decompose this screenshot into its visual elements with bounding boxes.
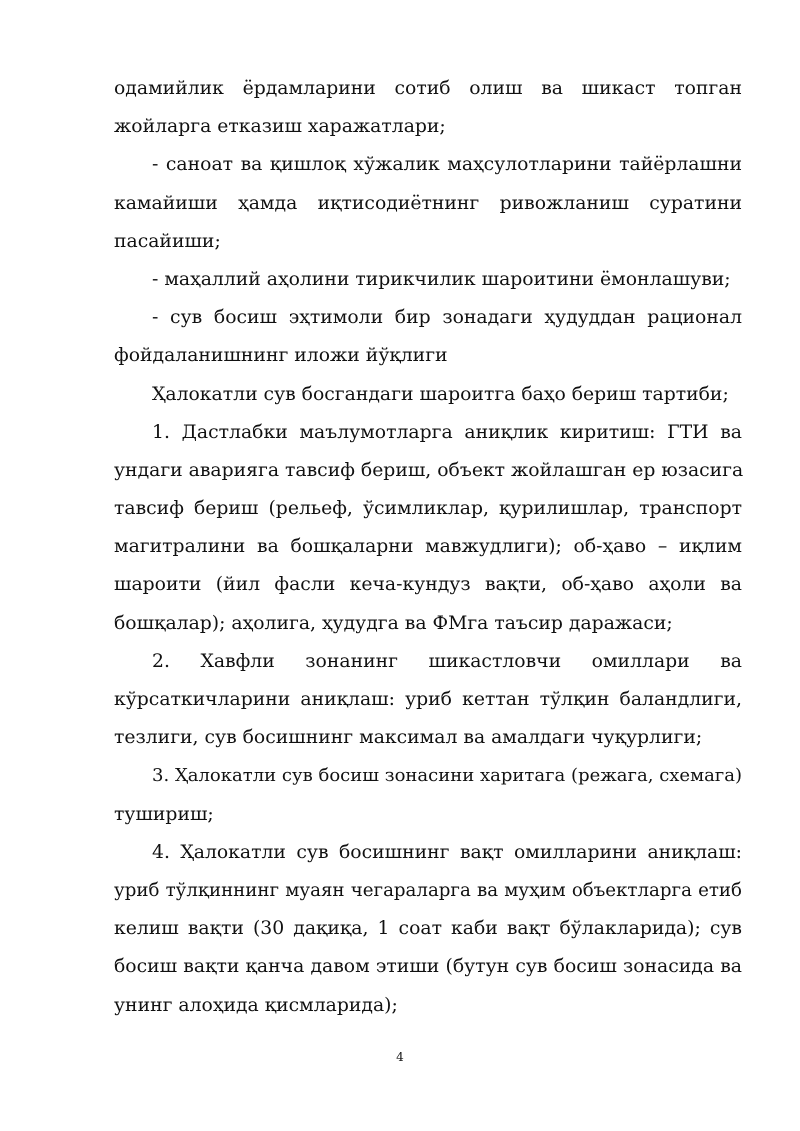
text-line: одамийлик ёрдамларини сотиб олиш ва шикаст топган (114, 78, 742, 99)
list-item-line: - сув босиш эҳтимоли бир зонадаги ҳудуддан рационал (152, 307, 742, 329)
text-line: камайиши ҳамда иқтисодиётнинг ривожланиш суратини (114, 192, 742, 214)
text-line: унинг алоҳида қисмларида); (114, 994, 398, 1016)
text-line: уриб тўлқиннинг муаян чегараларга ва муҳим объектларга етиб (114, 879, 742, 901)
numbered-item-line: 3. Ҳалокатли сув босиш зонасини харитага (режага, схемага) (152, 765, 742, 787)
text-line: тавсиф бериш (рельеф, ўсимликлар, қурилишлар, транспорт (114, 498, 742, 520)
numbered-item-line: 4. Ҳалокатли сув босишнинг вақт омилларини аниқлаш: (152, 841, 742, 863)
list-item-line: - маҳаллий аҳолини тирикчилик шароитини ёмонлашуви; (152, 268, 731, 290)
text-line: ундаги аварияга тавсиф бериш, объект жойлашган ер юзасига (114, 459, 744, 481)
text-line: пасайиши; (114, 230, 221, 252)
text-line: тушириш; (114, 803, 214, 825)
text-line: магитралини ва бошқаларни мавжудлиги); об-ҳаво – иқлим (114, 536, 742, 558)
text-line: кўрсаткичларини аниқлаш: уриб кеттан тўлқин баландлиги, (114, 689, 742, 710)
section-heading-line: Ҳалокатли сув босгандаги шароитга баҳо бериш тартиби; (152, 383, 729, 405)
text-line: жойларга етказиш харажатлари; (114, 116, 446, 138)
text-line: фойдаланишнинг иложи йўқлиги (114, 345, 448, 367)
text-line: келиш вақти (30 дақиқа, 1 соат каби вақт бўлакларида); сув (114, 918, 742, 940)
text-line: тезлиги, сув босишнинг максимал ва амалдаги чуқурлиги; (114, 727, 703, 749)
text-line: бошқалар); аҳолига, ҳудудга ва ФМга таъсир даражаси; (114, 612, 673, 634)
page-number: 4 (396, 1050, 404, 1064)
body-text (114, 70, 742, 1025)
text-line: шароити (йил фасли кеча-кундуз вақти, об-ҳаво аҳоли ва (114, 574, 742, 596)
numbered-item-line: 2. Хавфли зонанинг шикастловчи омиллари ва (152, 650, 742, 672)
text-line: босиш вақти қанча давом этиши (бутун сув босиш зонасида ва (114, 956, 742, 978)
numbered-item-line: 1. Дастлабки маълумотларга аниқлик киритиш: ГТИ ва (152, 421, 742, 443)
list-item-line: - саноат ва қишлоқ хўжалик маҳсулотларини тайёрлашни (152, 154, 742, 176)
